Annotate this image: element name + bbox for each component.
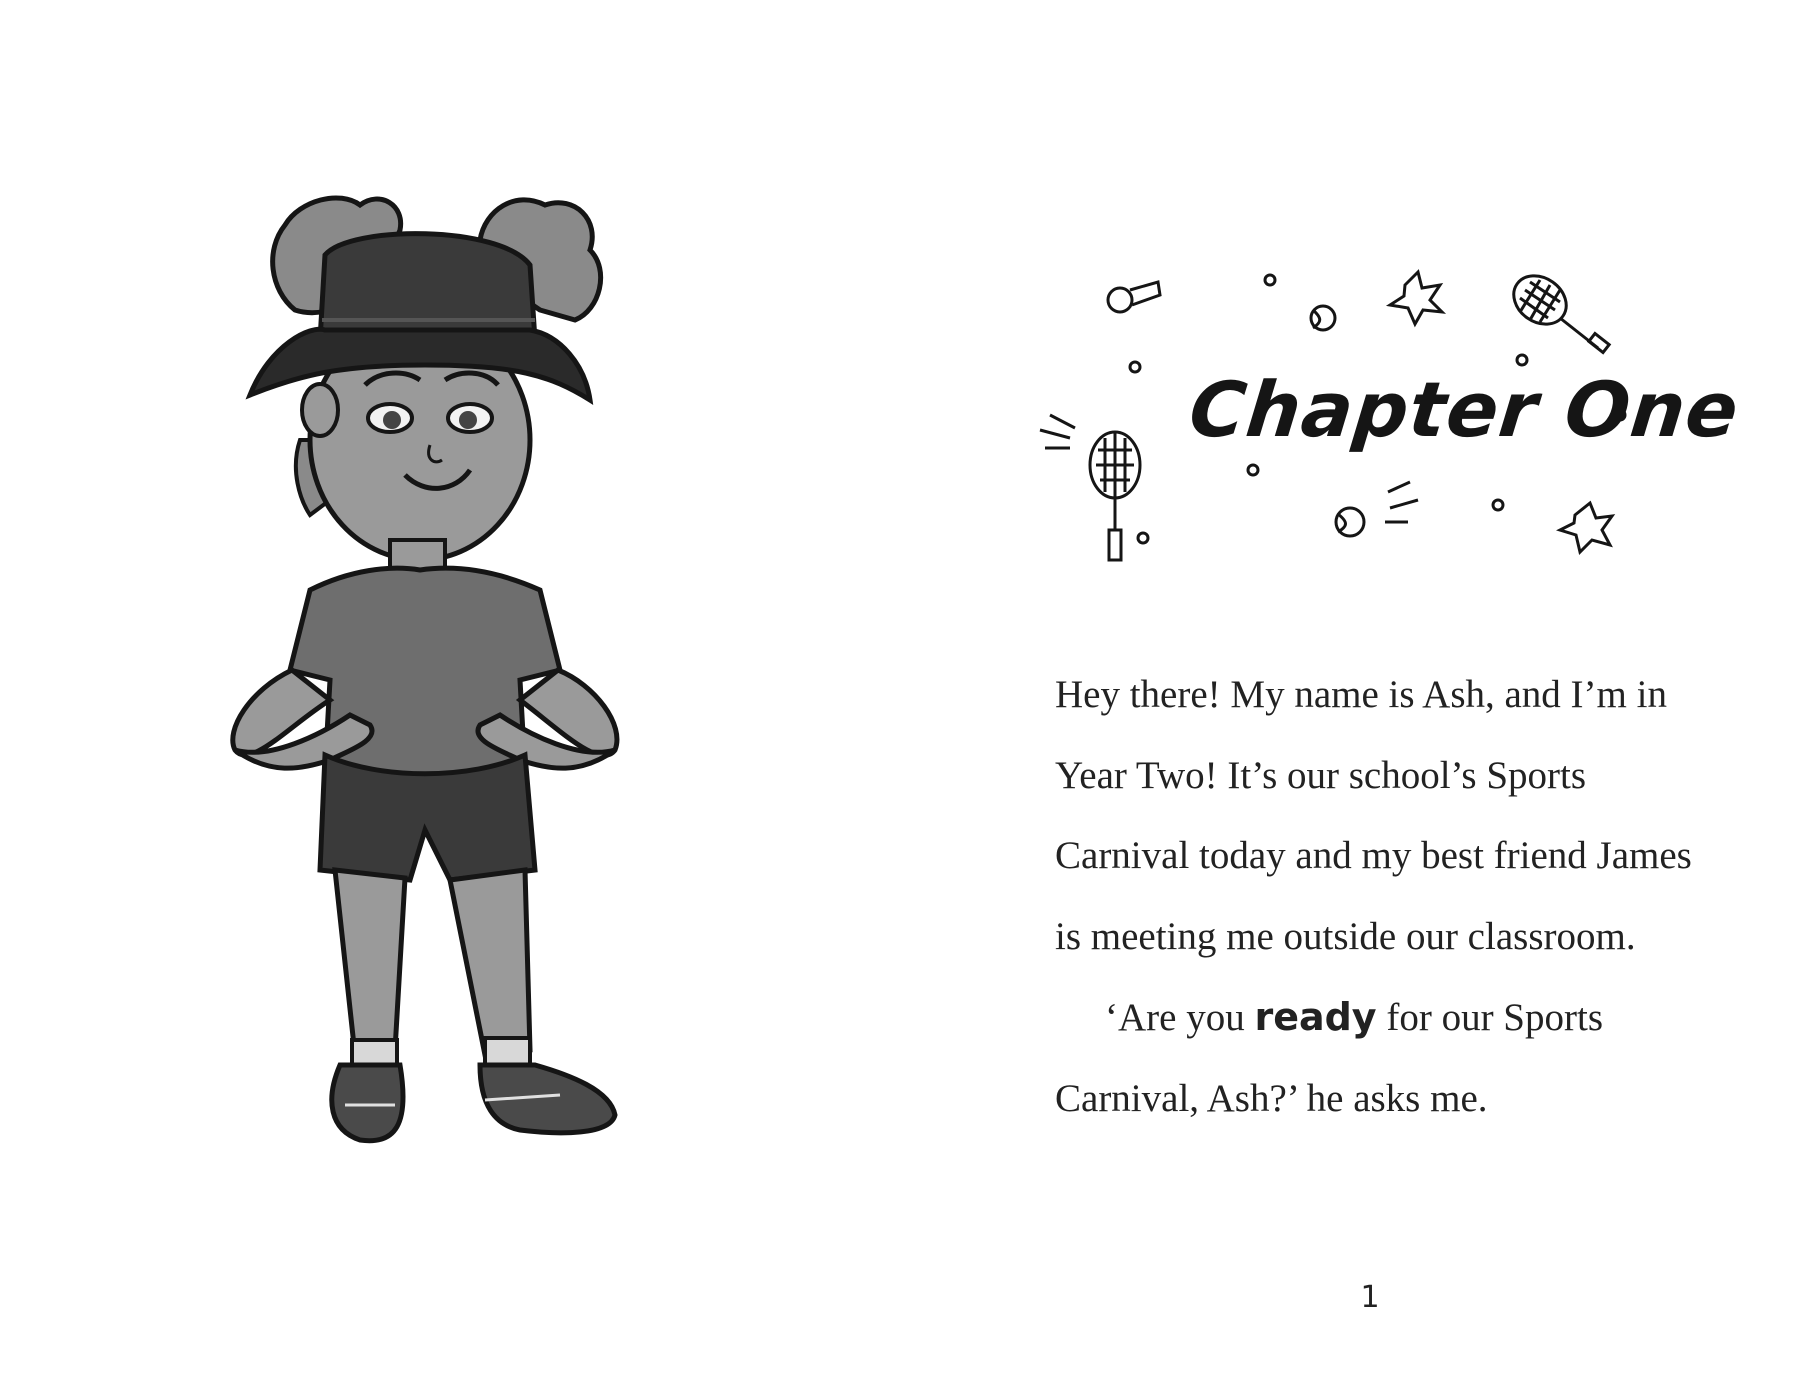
tennis-racket-icon [1504, 266, 1609, 353]
legs [335, 870, 530, 1055]
dot-icon [1265, 275, 1275, 285]
dot-icon [1138, 533, 1148, 543]
tennis-ball-icon [1311, 306, 1335, 330]
shorts [320, 755, 535, 880]
page-number: 1 [1360, 1280, 1380, 1315]
dot-icon [1248, 465, 1258, 475]
chapter-title: Chapter One [1185, 365, 1744, 454]
dot-icon [1517, 355, 1527, 365]
star-icon [1560, 503, 1612, 552]
chapter-heading [1030, 260, 1744, 580]
emphasized-word: ready [1254, 995, 1377, 1039]
whistle-icon [1108, 282, 1160, 312]
paragraph: Hey there! My name is Ash, and I’m in Year Two! It’s our school’s Sports Carnival today and my best friend James is meeting me outside our classroom. [1055, 673, 1692, 958]
body-text [1055, 655, 1695, 1139]
girl-figure [230, 170, 750, 1320]
paragraph-text: for our Sports Carnival, Ash?’ he asks me. [1055, 996, 1603, 1120]
tennis-racket-icon [1090, 432, 1140, 560]
character-illustration [230, 170, 750, 1320]
paragraph-text: ‘Are you [1105, 996, 1255, 1039]
dot-icon [1493, 500, 1503, 510]
paragraph [1055, 977, 1695, 1139]
tennis-ball-icon [1336, 508, 1364, 536]
sneakers [332, 1065, 615, 1141]
dot-icon [1130, 362, 1140, 372]
star-icon [1390, 272, 1442, 324]
